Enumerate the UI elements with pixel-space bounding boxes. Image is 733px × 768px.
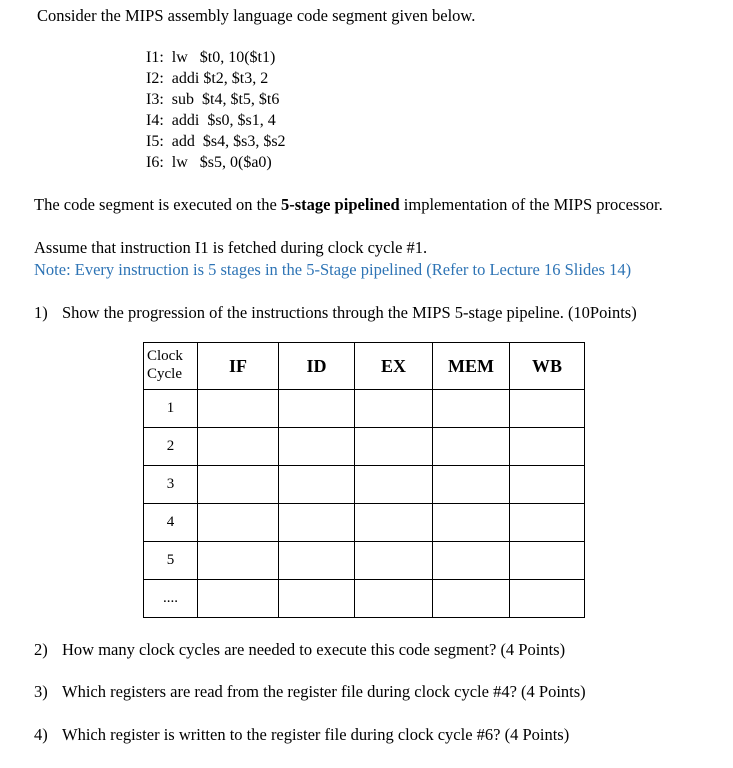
header-id: ID — [279, 343, 355, 390]
header-clock-line2: Cycle — [147, 366, 182, 382]
stage-cell[interactable] — [279, 390, 355, 428]
question-number: 3) — [34, 682, 48, 701]
header-ex: EX — [355, 343, 433, 390]
header-mem: MEM — [433, 343, 510, 390]
cycle-cell: 1 — [144, 390, 198, 428]
stage-cell[interactable] — [433, 580, 510, 618]
stage-cell[interactable] — [510, 428, 585, 466]
stage-cell[interactable] — [279, 428, 355, 466]
stage-cell[interactable] — [510, 466, 585, 504]
stage-cell[interactable] — [355, 466, 433, 504]
cycle-cell: .... — [144, 580, 198, 618]
code-segment — [146, 47, 286, 173]
table-row — [144, 428, 585, 466]
header-clock-cycle — [144, 343, 198, 390]
table-row — [144, 542, 585, 580]
stage-cell[interactable] — [279, 542, 355, 580]
para1-after: implementation of the MIPS processor. — [399, 195, 663, 214]
stage-cell[interactable] — [355, 542, 433, 580]
stage-cell[interactable] — [198, 390, 279, 428]
stage-cell[interactable] — [433, 542, 510, 580]
pipeline-table — [143, 342, 585, 618]
stage-cell[interactable] — [355, 504, 433, 542]
stage-cell[interactable] — [433, 428, 510, 466]
table-row — [144, 504, 585, 542]
table-row — [144, 390, 585, 428]
header-wb: WB — [510, 343, 585, 390]
stage-cell[interactable] — [355, 390, 433, 428]
question-3 — [34, 682, 586, 702]
stage-cell[interactable] — [198, 580, 279, 618]
cycle-cell: 3 — [144, 466, 198, 504]
assumption-text: Assume that instruction I1 is fetched during clock cycle #1. — [34, 238, 428, 257]
cycle-cell: 2 — [144, 428, 198, 466]
question-number: 1) — [34, 303, 48, 322]
stage-cell[interactable] — [279, 580, 355, 618]
code-line: I4: addi $s0, $s1, 4 — [146, 112, 276, 129]
stage-cell[interactable] — [355, 428, 433, 466]
para1-bold: 5-stage pipelined — [280, 195, 400, 214]
cycle-cell: 5 — [144, 542, 198, 580]
code-line: I6: lw $s5, 0($a0) — [146, 154, 272, 171]
note-text: Note: Every instruction is 5 stages in the 5-Stage pipelined (Refer to Lecture 16 Slides 14) — [34, 260, 632, 279]
header-clock-line1: Clock — [147, 348, 183, 364]
question-text: How many clock cycles are needed to execute this code segment? (4 Points) — [62, 640, 566, 659]
stage-cell[interactable] — [510, 504, 585, 542]
code-line: I5: add $s4, $s3, $s2 — [146, 133, 286, 150]
intro-text: Consider the MIPS assembly language code segment given below. — [37, 6, 476, 25]
table-row — [144, 466, 585, 504]
question-number: 2) — [34, 640, 48, 659]
question-4 — [34, 725, 569, 745]
stage-cell[interactable] — [198, 428, 279, 466]
stage-cell[interactable] — [433, 390, 510, 428]
question-1 — [34, 303, 637, 323]
question-2 — [34, 640, 565, 660]
cycle-cell: 4 — [144, 504, 198, 542]
code-line: I3: sub $t4, $t5, $t6 — [146, 91, 280, 108]
stage-cell[interactable] — [433, 466, 510, 504]
stage-cell[interactable] — [510, 580, 585, 618]
table-header-row — [144, 343, 585, 390]
code-line: I1: lw $t0, 10($t1) — [146, 49, 276, 66]
stage-cell[interactable] — [510, 542, 585, 580]
question-text: Show the progression of the instructions through the MIPS 5-stage pipeline. (10Points) — [62, 303, 637, 322]
question-number: 4) — [34, 725, 48, 744]
stage-cell[interactable] — [198, 504, 279, 542]
stage-cell[interactable] — [198, 466, 279, 504]
header-if: IF — [198, 343, 279, 390]
code-line: I2: addi $t2, $t3, 2 — [146, 70, 269, 87]
stage-cell[interactable] — [433, 504, 510, 542]
stage-cell[interactable] — [198, 542, 279, 580]
stage-cell[interactable] — [355, 580, 433, 618]
question-text: Which registers are read from the register file during clock cycle #4? (4 Points) — [62, 682, 586, 701]
pipeline-description — [34, 195, 724, 215]
para1-before: The code segment is executed on the — [34, 195, 281, 214]
stage-cell[interactable] — [510, 390, 585, 428]
table-row — [144, 580, 585, 618]
stage-cell[interactable] — [279, 466, 355, 504]
question-text: Which register is written to the register file during clock cycle #6? (4 Points) — [62, 725, 570, 744]
stage-cell[interactable] — [279, 504, 355, 542]
